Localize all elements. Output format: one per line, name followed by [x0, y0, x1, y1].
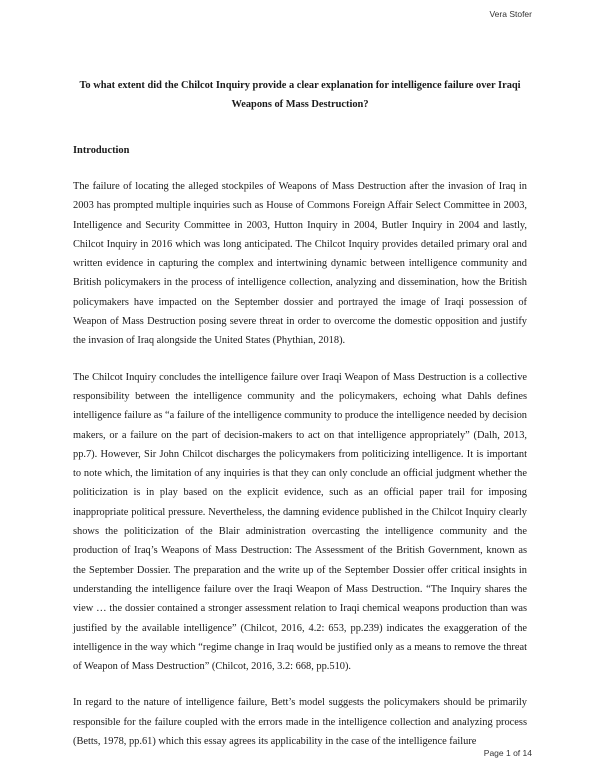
paragraph: In regard to the nature of intelligence failure, Bett’s model suggests the policymakers should be primarily responsible for the failure coupled with the errors made in the intelligence collection and analyzing process (Betts, 1978, pp.61) which this essay agrees its applicability in the case of the intelligence failure — [73, 697, 527, 748]
document-body — [73, 76, 527, 751]
section-heading: Introduction — [73, 145, 130, 156]
paragraph: The Chilcot Inquiry concludes the intelligence failure over Iraqi Weapon of Mass Destruction is a collective responsibility between the intelligence community and the policymakers, echoing what Dahls defines intelligence failure as “a failure of the intelligence community to produce the intelligence needed by decision makers, or a failure on the part of decision-makers to act on that intelligence appropriately” (Dalh, 2013, pp.7). However, Sir John Chilcot discharges the policymakers from politicizing intelligence. It is important to note which, the limitation of any inquiries is that they can only conclude an official judgment whether the politicization is in play based on the explicit evidence, such as an official paper trail for imposing inappropriate political pressure. Nevertheless, the damning evidence published in the Chilcot Inquiry clearly shows the politicization of the Blair administration overcasting the intelligence community and the production of Iraq’s Weapons of Mass Destruction: The Assessment of the British Government, known as the September Dossier. The preparation and the write up of the September Dossier offer critical insights in understanding the intelligence failure over the Iraqi Weapon of Mass Destruction. “The Inquiry shares the view … the dossier contained a stronger assessment relation to Iraqi chemical weapons production than was justified by the available intelligence” (Chilcot, 2016, 4.2: 653, pp.239) indicates the exaggeration of the intelligence in the way which “regime change in Iraq would be justified only as a means to remove the threat of Weapon of Mass Destruction” (Chilcot, 2016, 3.2: 668, pp.510). — [73, 371, 527, 673]
document-title: To what extent did the Chilcot Inquiry provide a clear explanation for intelligence failure over Iraqi Weapons of Mass Destruction? — [79, 80, 521, 110]
header-author: Vera Stofer — [489, 9, 532, 19]
paragraph: The failure of locating the alleged stockpiles of Weapons of Mass Destruction after the invasion of Iraq in 2003 has prompted multiple inquiries such as House of Commons Foreign Affair Select Committee in 2003, Intelligence and Security Committee in 2003, Hutton Inquiry in 2004, Butler Inquiry in 2004 and lastly, Chilcot Inquiry in 2016 which was long anticipated. The Chilcot Inquiry provides detailed primary oral and written evidence in capturing the complex and intertwining dynamic between intelligence community and British policymakers in the process of intelligence collection, analyzing and dissemination, how the British policymakers have impacted on the September dossier and portrayed the image of Iraqi possession of Weapon of Mass Destruction posing severe threat in order to overcome the domestic opposition and justify the invasion of Iraq alongside the United States (Phythian, 2018). — [73, 181, 527, 347]
page-number: Page 1 of 14 — [483, 748, 532, 758]
